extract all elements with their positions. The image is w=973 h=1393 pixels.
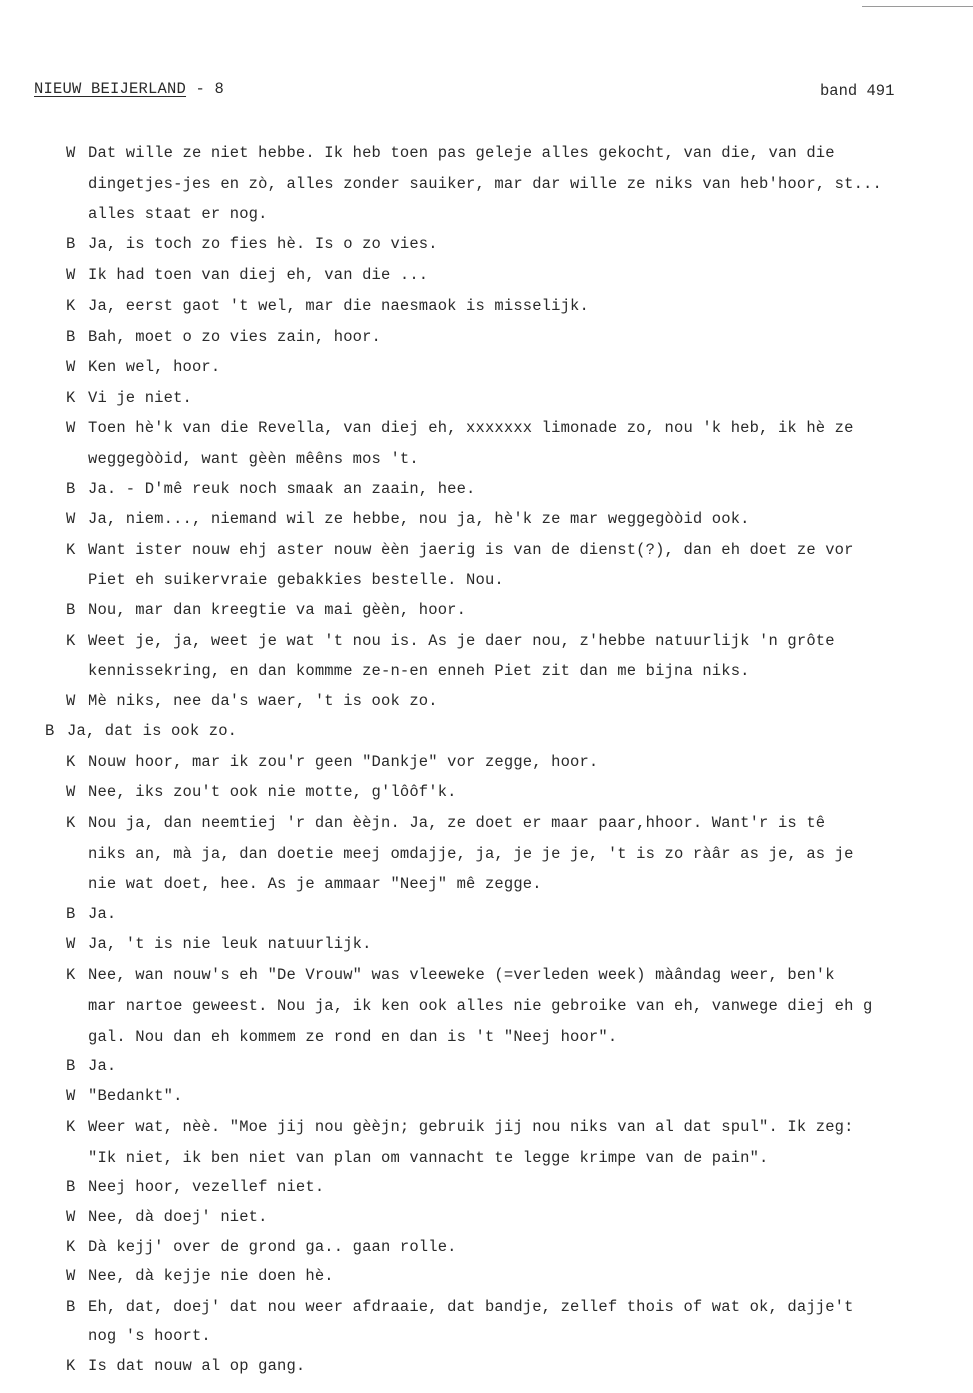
transcript-line (66, 1148, 769, 1168)
utterance-text: Ja, niem..., niemand wil ze hebbe, nou ja, hè'k ze mar weggegòòid ook. (88, 510, 750, 528)
utterance-text: Ja. - D'mê reuk noch smaak an zaain, hee. (88, 480, 476, 498)
utterance-text: Ken wel, hoor. (88, 358, 221, 376)
transcript-line (66, 844, 854, 864)
utterance-text: Nee, dà kejje nie doen hè. (88, 1267, 334, 1285)
transcript-line (66, 996, 872, 1016)
speaker-label: B (66, 328, 76, 346)
speaker-label: K (66, 966, 76, 984)
tape-label: band 491 (820, 82, 895, 100)
transcript-line (66, 1027, 617, 1047)
speaker-label: B (66, 1178, 76, 1196)
utterance-text: Nee, dà doej' niet. (88, 1208, 268, 1226)
utterance-text: nog 's hoort. (88, 1327, 211, 1345)
transcript-line (66, 1117, 854, 1137)
page-header (34, 80, 224, 98)
utterance-text: Bah, moet o zo vies zain, hoor. (88, 328, 381, 346)
speaker-label: K (66, 389, 76, 407)
utterance-text: gal. Nou dan eh kommem ze rond en dan is 't "Neej hoor". (88, 1028, 618, 1046)
transcript-line (66, 1237, 457, 1257)
transcript-line (66, 752, 598, 772)
utterance-text: Toen hè'k van die Revella, van diej eh, xxxxxxx limonade zo, nou 'k heb, ik hè ze (88, 419, 854, 437)
speaker-label: W (66, 783, 76, 801)
speaker-label: B (66, 601, 76, 619)
transcript-line (66, 1266, 334, 1286)
transcript-line (66, 661, 750, 681)
utterance-text: alles staat er nog. (88, 205, 268, 223)
utterance-text: Is dat nouw al op gang. (88, 1357, 306, 1375)
speaker-label: B (66, 480, 76, 498)
utterance-text: Eh, dat, doej' dat nou weer afdraaie, dat bandje, zellef thois of wat ok, dajje't (88, 1298, 854, 1316)
transcript-line (66, 1056, 116, 1076)
transcript-line (66, 1177, 324, 1197)
transcript-line (66, 479, 476, 499)
utterance-text: Nee, wan nouw's eh "De Vrouw" was vleeweke (=verleden week) màândag weer, ben'k (88, 966, 835, 984)
transcript-line (66, 449, 419, 469)
transcript-line (66, 813, 825, 833)
transcript-line (66, 174, 882, 194)
speaker-label: B (66, 235, 76, 253)
utterance-text: Want ister nouw ehj aster nouw èèn jaerig is van de dienst(?), dan eh doet ze vor (88, 541, 854, 559)
transcript-line (66, 265, 428, 285)
transcript-line (66, 296, 589, 316)
speaker-label: K (66, 541, 76, 559)
speaker-label: K (66, 297, 76, 315)
speaker-label: K (66, 1118, 76, 1136)
transcript-line (66, 204, 268, 224)
page-number: - 8 (195, 80, 225, 98)
utterance-text: Ja, is toch zo fies hè. Is o zo vies. (88, 235, 438, 253)
utterance-text: Piet eh suikervraie gebakkies bestelle. Nou. (88, 571, 504, 589)
transcript-line (66, 1326, 211, 1346)
utterance-text: Ja. (88, 1057, 117, 1075)
transcript-line (66, 691, 438, 711)
transcript-line (66, 234, 438, 254)
document-title: NIEUW BEIJERLAND (34, 80, 187, 98)
speaker-label: W (66, 358, 76, 376)
utterance-text: kennissekring, en dan kommme ze-n-en enneh Piet zit dan me bijna niks. (88, 662, 750, 680)
utterance-text: Weer wat, nèè. "Moe jij nou gèèjn; gebruik jij nou niks van al dat spul". Ik zeg: (88, 1118, 854, 1136)
transcript-line (66, 965, 835, 985)
transcript-line (66, 1086, 183, 1106)
utterance-text: niks an, mà ja, dan doetie meej omdajje, ja, je je je, 't is zo ràâr as je, as je (88, 845, 854, 863)
utterance-text: Ja. (88, 905, 117, 923)
transcript-line (45, 721, 237, 741)
transcript-line (66, 388, 192, 408)
utterance-text: Ik had toen van diej eh, van die ... (88, 266, 429, 284)
utterance-text: "Bedankt". (88, 1087, 183, 1105)
transcript-line (66, 874, 542, 894)
speaker-label: B (66, 1057, 76, 1075)
speaker-label: W (66, 419, 76, 437)
speaker-label: B (66, 905, 76, 923)
transcript-line (66, 327, 381, 347)
transcript-line (66, 143, 835, 163)
transcript-line (66, 631, 835, 651)
utterance-text: Ja, dat is ook zo. (67, 722, 238, 740)
utterance-text: weggegòòid, want gèèn mêêns mos 't. (88, 450, 419, 468)
utterance-text: Dat wille ze niet hebbe. Ik heb toen pas geleje alles gekocht, van die, van die (88, 144, 835, 162)
transcript-line (66, 1297, 854, 1317)
transcript-line (66, 509, 750, 529)
transcript-line (66, 418, 854, 438)
speaker-label: B (66, 1298, 76, 1316)
transcript-line (66, 1356, 305, 1376)
speaker-label: W (66, 935, 76, 953)
transcript-line (66, 357, 220, 377)
speaker-label: W (66, 692, 76, 710)
utterance-text: nie wat doet, hee. As je ammaar "Neej" mê zegge. (88, 875, 542, 893)
speaker-label: W (66, 1267, 76, 1285)
speaker-label: B (45, 722, 55, 740)
utterance-text: Nou, mar dan kreegtie va mai gèèn, hoor. (88, 601, 467, 619)
speaker-label: K (66, 753, 76, 771)
transcript-line (66, 1207, 268, 1227)
speaker-label: W (66, 1087, 76, 1105)
transcript-line (66, 782, 457, 802)
utterance-text: Ja, eerst gaot 't wel, mar die naesmaok is misselijk. (88, 297, 589, 315)
utterance-text: Nouw hoor, mar ik zou'r geen "Dankje" vor zegge, hoor. (88, 753, 599, 771)
speaker-label: K (66, 1357, 76, 1375)
transcript-line (66, 600, 466, 620)
speaker-label: K (66, 632, 76, 650)
utterance-text: Mè niks, nee da's waer, 't is ook zo. (88, 692, 438, 710)
utterance-text: mar nartoe geweest. Nou ja, ik ken ook alles nie gebroike van eh, vanwege diej eh g (88, 997, 873, 1015)
utterance-text: Weet je, ja, weet je wat 't nou is. As je daer nou, z'hebbe natuurlijk 'n grôte (88, 632, 835, 650)
speaker-label: K (66, 814, 76, 832)
speaker-label: K (66, 1238, 76, 1256)
transcript-line (66, 904, 116, 924)
page-edge-rule (862, 6, 973, 7)
transcript-line (66, 934, 372, 954)
utterance-text: dingetjes-jes en zò, alles zonder sauiker, mar dar wille ze niks van heb'hoor, st... (88, 175, 882, 193)
utterance-text: Nee, iks zou't ook nie motte, g'lôôf'k. (88, 783, 457, 801)
speaker-label: W (66, 266, 76, 284)
speaker-label: W (66, 144, 76, 162)
utterance-text: Neej hoor, vezellef niet. (88, 1178, 325, 1196)
speaker-label: W (66, 510, 76, 528)
utterance-text: Nou ja, dan neemtiej 'r dan èèjn. Ja, ze doet er maar paar,hhoor. Want'r is tê (88, 814, 826, 832)
transcript-line (66, 540, 854, 560)
transcript-line (66, 570, 504, 590)
utterance-text: Dà kejj' over de grond ga.. gaan rolle. (88, 1238, 457, 1256)
utterance-text: Vi je niet. (88, 389, 192, 407)
speaker-label: W (66, 1208, 76, 1226)
utterance-text: "Ik niet, ik ben niet van plan om vannacht te legge krimpe van de pain". (88, 1149, 769, 1167)
utterance-text: Ja, 't is nie leuk natuurlijk. (88, 935, 372, 953)
